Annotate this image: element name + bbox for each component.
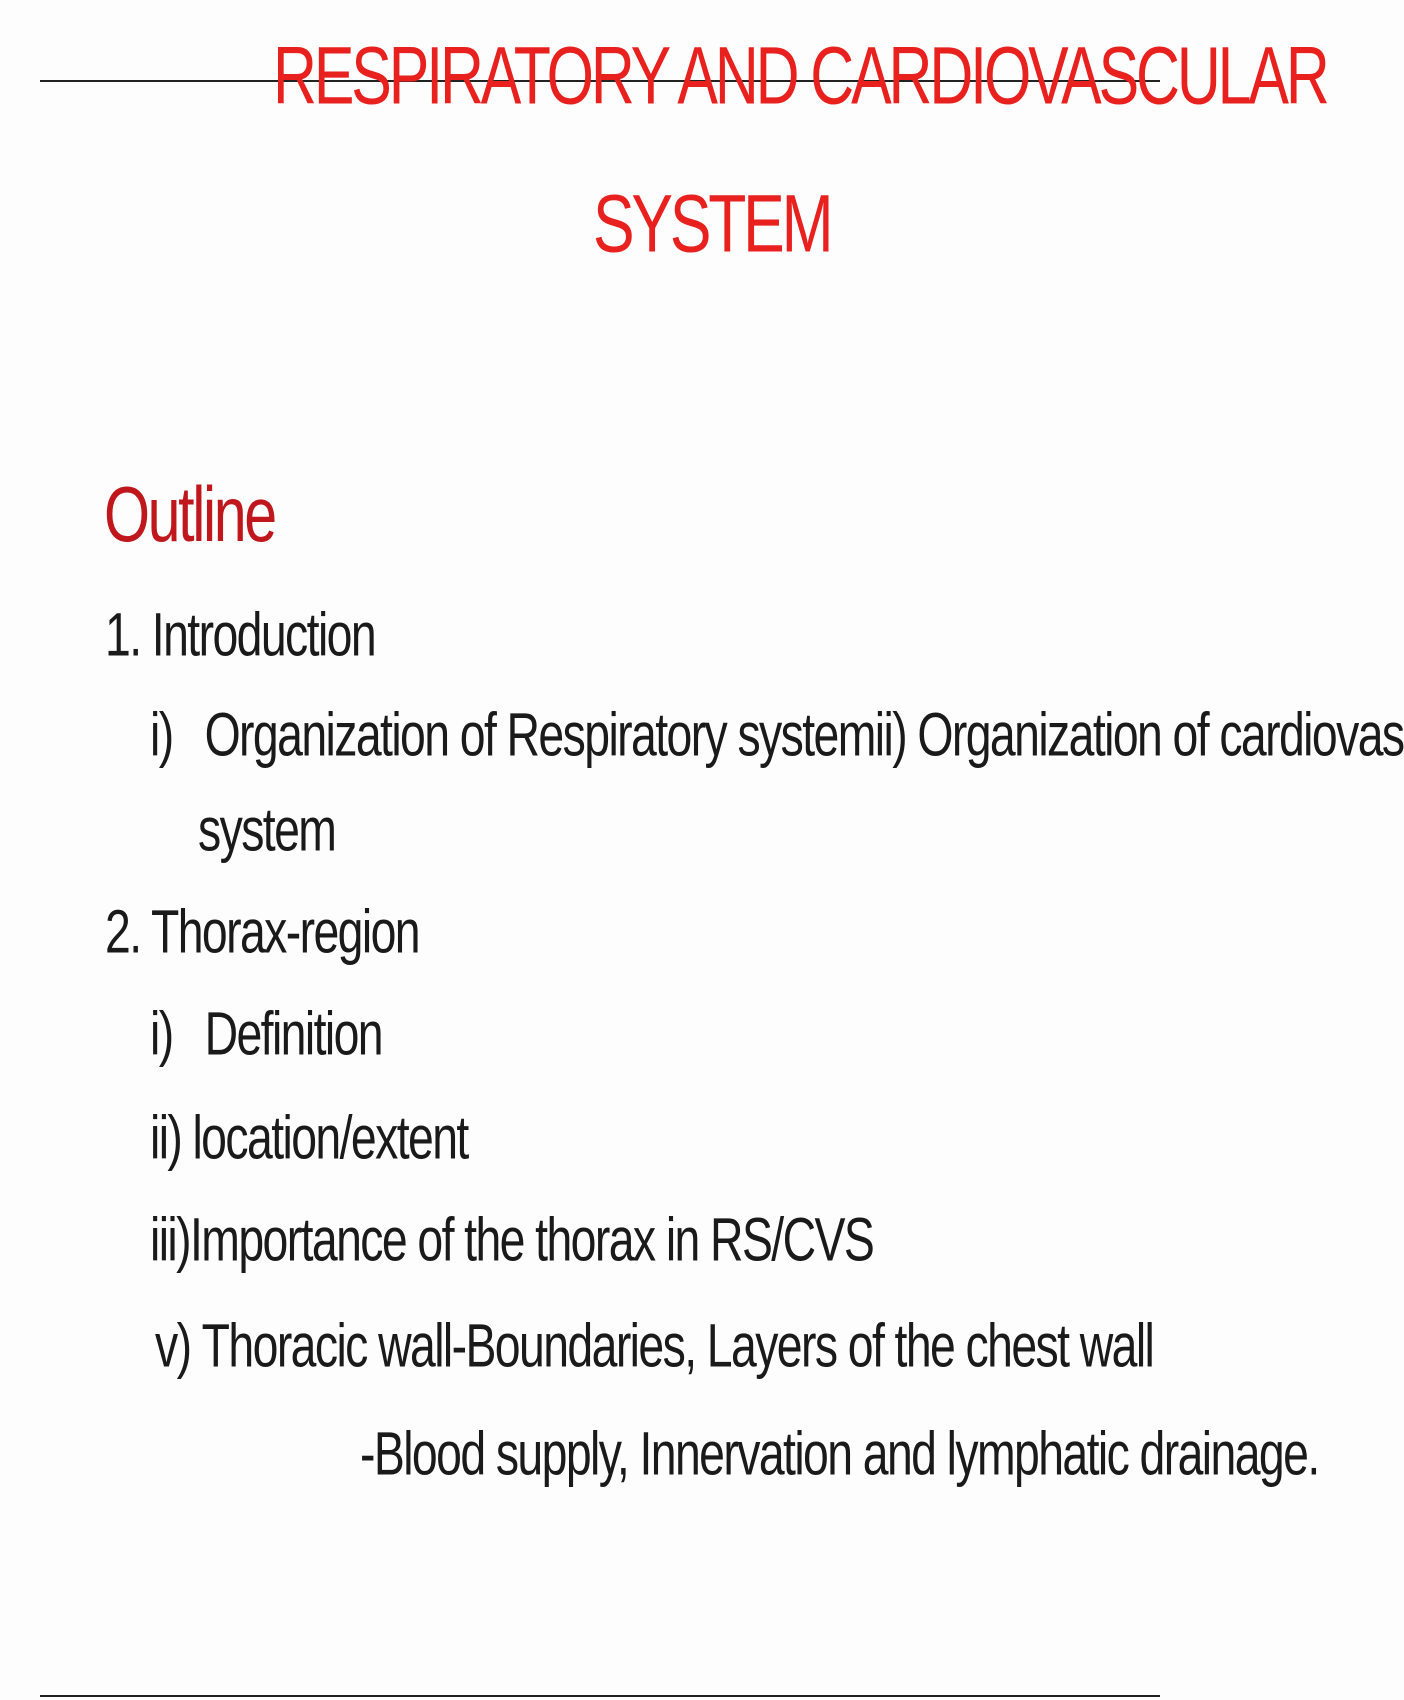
outline-subitem-definition bbox=[150, 999, 383, 1069]
bottom-divider-line bbox=[40, 1695, 1160, 1697]
subitem-marker: iii) bbox=[150, 1205, 190, 1275]
item-label: Thorax-region bbox=[150, 897, 420, 967]
item-number: 2. bbox=[105, 897, 141, 967]
item-label: Introduction bbox=[151, 600, 376, 670]
outline-subitem-organization bbox=[150, 700, 1404, 770]
subitem-marker: i) bbox=[150, 999, 173, 1069]
subitem-marker: ii) bbox=[150, 1103, 182, 1173]
page-title-line-1: RESPIRATORY AND CARDIOVASCULAR bbox=[273, 28, 1327, 122]
subitem-text: Definition bbox=[204, 999, 383, 1069]
subitem-text: location/extent bbox=[192, 1103, 468, 1173]
outline-subitem-location bbox=[150, 1103, 468, 1173]
subitem-text: Organization of Respiratory systemii) Organization of cardiovas bbox=[204, 700, 1404, 770]
outline-item-thorax-region bbox=[105, 897, 420, 967]
subitem-marker: i) bbox=[150, 700, 173, 770]
item-number: 1. bbox=[105, 600, 141, 670]
outline-subitem-organization-continued: system bbox=[198, 795, 336, 865]
subitem-text: Importance of the thorax in RS/CVS bbox=[189, 1205, 874, 1275]
outline-heading: Outline bbox=[104, 470, 275, 558]
outline-subitem-thoracic-wall-continued: -Blood supply, Innervation and lymphatic drainage. bbox=[360, 1419, 1319, 1489]
outline-subitem-thoracic-wall bbox=[155, 1311, 1154, 1381]
page-title-line-2: SYSTEM bbox=[593, 176, 831, 270]
subitem-text: Thoracic wall-Boundaries, Layers of the chest wall bbox=[201, 1311, 1154, 1381]
subitem-marker: v) bbox=[155, 1311, 191, 1381]
outline-item-introduction bbox=[105, 600, 376, 670]
outline-subitem-importance bbox=[150, 1205, 874, 1275]
